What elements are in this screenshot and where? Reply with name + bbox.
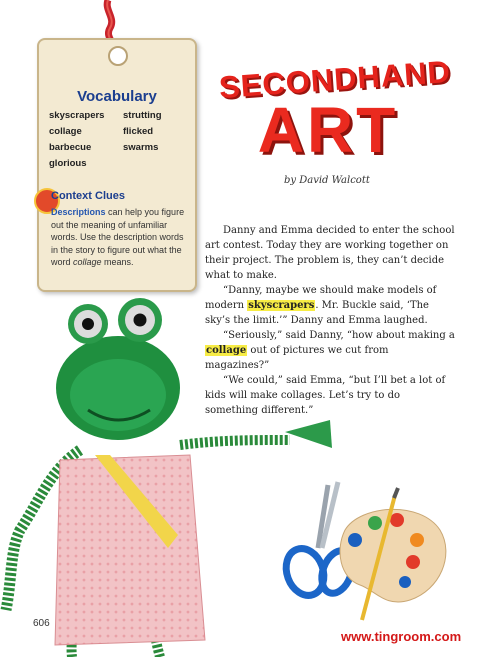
- context-clues-term: collage: [73, 257, 102, 267]
- story-paragraph: [205, 283, 455, 328]
- vocab-word: strutting: [123, 110, 162, 121]
- vocab-word: swarms: [123, 142, 159, 153]
- context-clues-body-end: means.: [101, 257, 134, 267]
- frog-right-arm: [180, 440, 290, 445]
- paint-palette-image: [340, 488, 446, 620]
- story-text-run: out of pictures we cut from magazines?”: [205, 345, 389, 371]
- vocabulary-title: Vocabulary: [77, 88, 157, 105]
- story-title-line2: ART: [257, 94, 399, 166]
- story-text-run: . Mr. Buckle said, ‘The sky’s the limit.’” Danny and Emma laughed.: [205, 300, 429, 326]
- vocabulary-card: [37, 38, 197, 292]
- story-paragraph: [205, 328, 455, 373]
- vocab-word: collage: [49, 126, 82, 137]
- context-clues-body: can help you figure out the meaning of unfamiliar words. Use the description words in the story to figure out what the word: [51, 207, 185, 267]
- page-number: 606: [33, 618, 50, 629]
- vocab-word: glorious: [49, 158, 87, 169]
- vocab-word: barbecue: [49, 142, 92, 153]
- vocab-word: skyscrapers: [49, 110, 105, 121]
- story-byline: by David Walcott: [284, 175, 370, 186]
- highlighted-vocab-collage: collage: [206, 345, 247, 356]
- tag-hole: [108, 46, 128, 66]
- context-clues-text: [51, 206, 191, 269]
- vocab-word: flicked: [123, 126, 154, 137]
- story-text-run: “Danny, maybe we should make models of modern: [205, 285, 437, 311]
- story-text: [205, 223, 455, 418]
- story-text-run: “Seriously,” said Danny, “how about making a: [223, 330, 455, 341]
- watermark-text: www.tingroom.com: [341, 629, 462, 644]
- frog-flipper-hand: [285, 420, 332, 448]
- story-title-line1: SECONDHAND: [217, 53, 452, 106]
- context-clues-keyword: Descriptions: [51, 207, 106, 217]
- story-paragraph: “We could,” said Emma, “but I’ll bet a lot of kids will make collages. Let’s try to do something different.”: [205, 375, 446, 416]
- story-paragraph: Danny and Emma decided to enter the school art contest. Today they are working together on their project. The problem is, they can’t decide what to make.: [205, 225, 455, 281]
- context-clues-title: Context Clues: [51, 190, 125, 202]
- highlighted-vocab-skyscrapers: skyscrapers: [248, 300, 315, 311]
